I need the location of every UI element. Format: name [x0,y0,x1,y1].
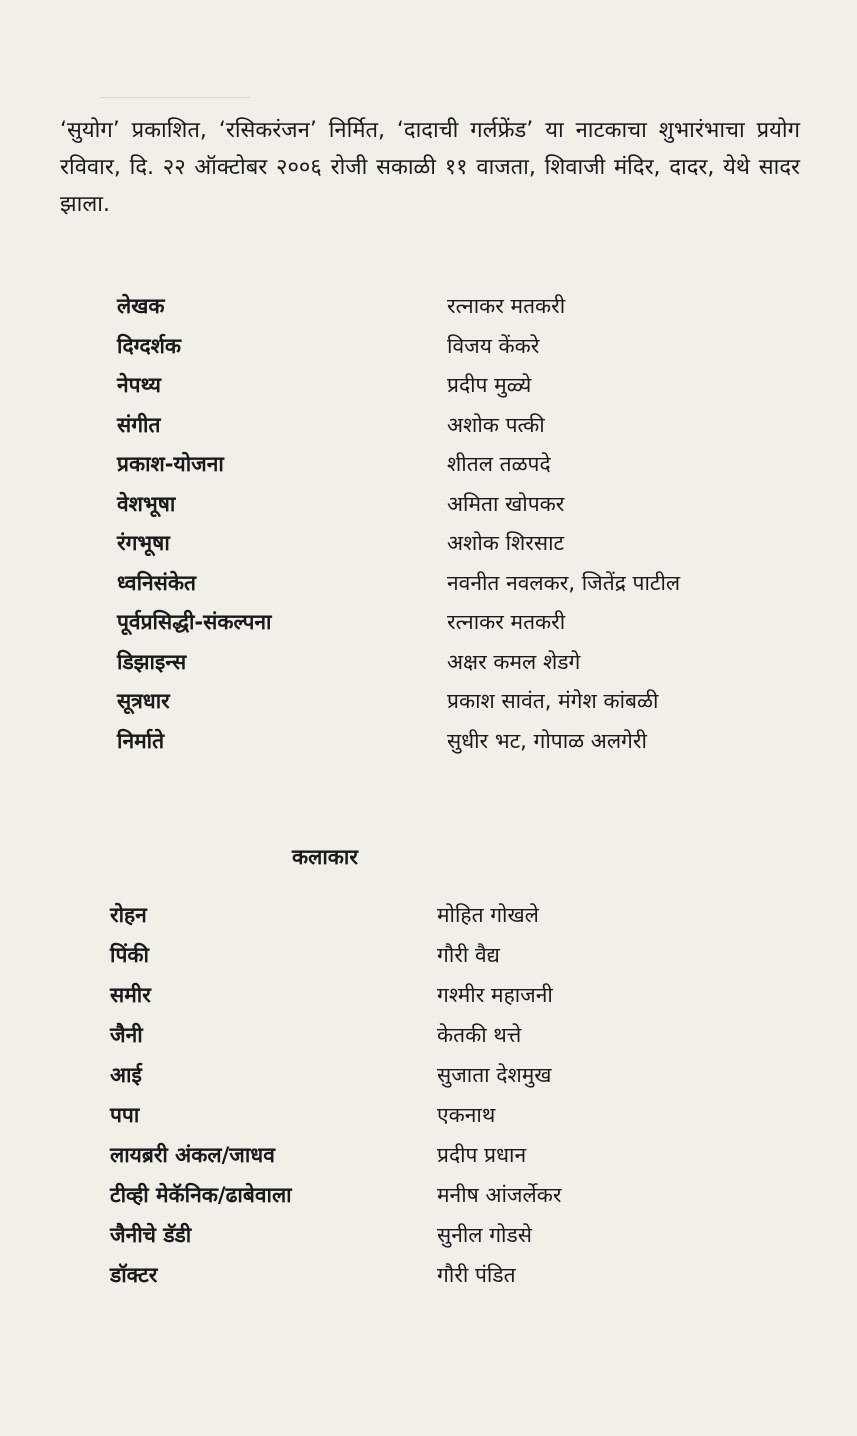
cast-heading: कलाकार [292,845,358,869]
cast-credit-name: एकनाथ [437,1103,496,1127]
crew-credit-name: विजय केंकरे [447,333,540,358]
crew-credit-role: लेखक [117,294,165,318]
intro-paragraph: ‘सुयोग’ प्रकाशित, ‘रसिकरंजन’ निर्मित, ‘दादाची गर्लफ्रेंड’ या नाटकाचा शुभारंभाचा प्रयोग रविवार, दि. २२ ऑक्टोबर २००६ रोजी सकाळी ११ वाजता, शिवाजी मंदिर, दादर, येथे सादर झाला. [60,118,800,217]
crew-credit-role: डिझाइन्स [117,649,187,674]
cast-credit-name: सुनील गोडसे [437,1223,532,1247]
cast-credit-name: मोहित गोखले [437,903,539,927]
crew-credit-role: दिग्दर्शक [117,333,182,358]
cast-credit-name: मनीष आंजर्लेकर [437,1183,562,1207]
crew-credit-name: प्रकाश सावंत, मंगेश कांबळी [447,689,659,713]
cast-credit-role: रोहन [110,903,147,927]
header-rule [100,97,250,98]
cast-credit-role: लायब्ररी अंकल/जाधव [110,1143,275,1167]
cast-credit-role: समीर [110,983,151,1007]
crew-credit-name: अशोक शिरसाट [447,531,565,555]
cast-credit-name: प्रदीप प्रधान [437,1143,527,1167]
cast-credit-name: गौरी पंडित [437,1263,516,1287]
cast-credit-role: पिंकी [110,943,149,967]
crew-credit-role: ध्वनिसंकेत [117,570,196,595]
crew-credit-name: रत्नाकर मतकरी [447,294,566,318]
crew-credit-name: रत्नाकर मतकरी [447,610,566,634]
cast-credit-role: जैनी [110,1023,143,1047]
cast-credit-role: आई [110,1063,142,1087]
crew-credit-role: सूत्रधार [117,689,170,713]
crew-credit-name: शीतल तळपदे [447,452,551,476]
crew-credit-role: नेपथ्य [117,373,161,397]
crew-credit-name: अमिता खोपकर [447,491,565,516]
cast-credit-role: टीव्ही मेकॅनिक/ढाबेवाला [110,1183,292,1207]
crew-credit-role: संगीत [117,412,161,437]
crew-credit-name: नवनीत नवलकर, जितेंद्र पाटील [447,570,681,595]
cast-credit-role: डॉक्टर [110,1263,158,1287]
cast-credit-name: गश्मीर महाजनी [437,983,553,1007]
crew-credit-name: सुधीर भट, गोपाळ अलगेरी [447,728,647,753]
crew-credit-name: अशोक पत्की [447,412,545,437]
cast-credit-name: गौरी वैद्य [437,943,500,967]
crew-credit-role: पूर्वप्रसिद्धी-संकल्पना [117,610,272,634]
crew-credit-role: प्रकाश-योजना [117,452,224,476]
crew-credit-role: वेशभूषा [117,491,176,516]
cast-credit-role: पपा [110,1103,140,1127]
cast-credit-name: केतकी थत्ते [437,1023,522,1047]
crew-credit-name: प्रदीप मुळ्ये [447,373,532,397]
crew-credit-role: निर्माते [117,728,165,753]
cast-credit-role: जैनीचे डॅडी [110,1223,192,1247]
crew-credit-role: रंगभूषा [117,531,170,555]
cast-credit-name: सुजाता देशमुख [437,1063,552,1087]
crew-credit-name: अक्षर कमल शेडगे [447,649,581,674]
